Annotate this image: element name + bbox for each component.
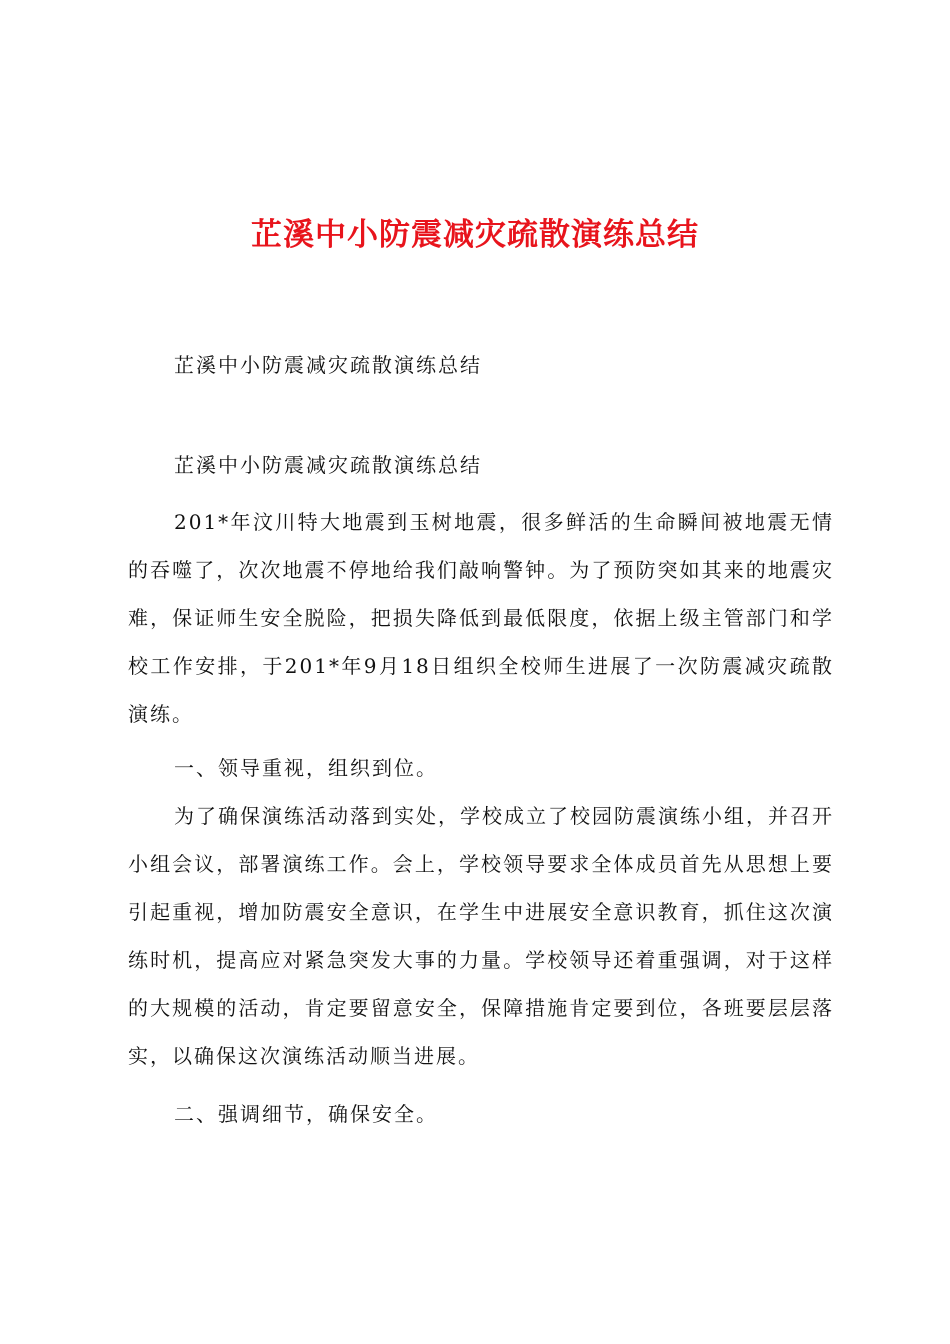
section-heading-safety: 二、强调细节，确保安全。 bbox=[174, 1102, 438, 1126]
document-subtitle-repeat: 芷溪中小防震减灾疏散演练总结 bbox=[174, 453, 482, 477]
section-heading-leadership: 一、领导重视，组织到位。 bbox=[174, 756, 438, 780]
document-subtitle: 芷溪中小防震减灾疏散演练总结 bbox=[174, 353, 482, 377]
intro-paragraph: 201*年汶川特大地震到玉树地震，很多鲜活的生命瞬间被地震无情的吞噬了，次次地震不停地给我们敲响警钟。为了预防突如其来的地震灾难，保证师生安全脱险，把损失降低到最低限度，依据上级主管部门和学校工作安排，于201*年9月18日组织全校师生进展了一次防震减灾疏散演练。 bbox=[128, 510, 834, 726]
section-paragraph-leadership: 为了确保演练活动落到实处，学校成立了校园防震演练小组，并召开小组会议，部署演练工作。会上，学校领导要求全体成员首先从思想上要引起重视，增加防震安全意识，在学生中进展安全意识教育，抓住这次演练时机，提高应对紧急突发大事的力量。学校领导还着重强调，对于这样的大规模的活动，肯定要留意安全，保障措施肯定要到位，各班要层层落实，以确保这次演练活动顺当进展。 bbox=[128, 804, 834, 1068]
document-title: 芷溪中小防震减灾疏散演练总结 bbox=[251, 217, 699, 253]
